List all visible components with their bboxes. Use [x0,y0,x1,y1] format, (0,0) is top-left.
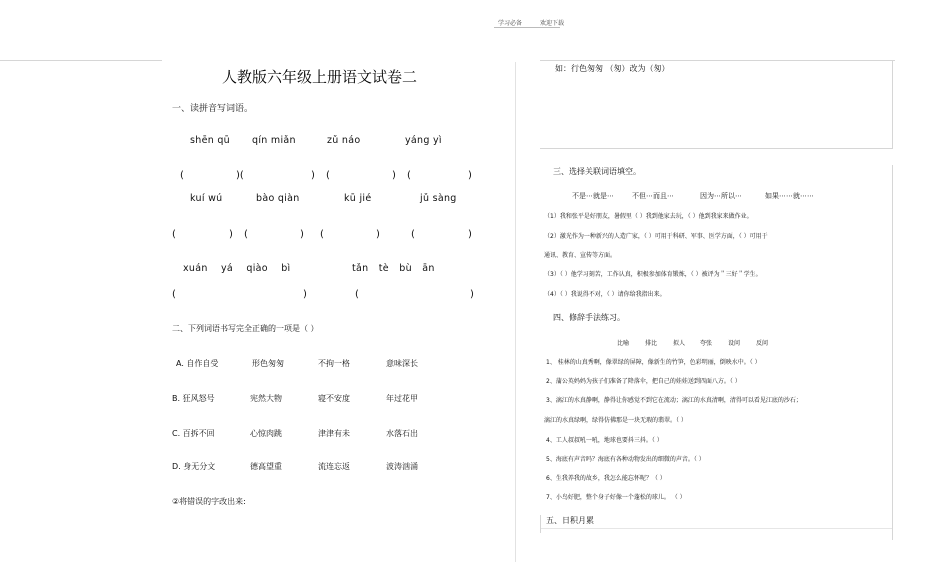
section4-item-2: 2、蒲公英妈妈为孩子们准备了降落伞，把自己的娃娃送到四面八方。（ ） [546,378,741,385]
section3-item-2-cont: 通讯、教育、宣传等方面。 [544,252,617,259]
section4-item-7: 7、小鸟好肥，整个身子好像一个蓬松的球儿。 （ ） [546,494,686,501]
option-a-word-3: 不拘一格 [318,359,350,368]
rhetoric-option-3: 拟人 [673,340,686,347]
conjunction-option-3: 因为⋯所以⋯ [700,192,742,200]
section4-item-6: 6、生我养我的故乡，我怎么能忘怀呢？（ ） [546,475,666,482]
option-d-word-3: 流连忘返 [318,462,350,471]
answer-blank-1-open4: ( [407,170,411,181]
right-panel-bottom [540,528,892,529]
page-divider-vertical [515,62,516,562]
answer-blank-2-close2: ) [300,229,304,240]
answer-blank-2-close1: ) [229,229,233,240]
header-underline [494,27,560,28]
answer-blank-1-close2: ) [311,170,315,181]
section3-item-3: （3）（ ）他学习刻苦，工作认真，积极参加体育锻炼，（ ）被评为＂三好＂学生。 [544,271,762,278]
conjunction-option-4: 如果⋯⋯就⋯⋯ [765,192,814,200]
rhetoric-option-6: 反问 [756,340,769,347]
section3-item-2: （2）激光作为一种新兴的人造广家，（ ）可用于科研、军事、医学方面，（ ）可用于 [544,233,768,240]
section2-heading: 二、下列词语书写完全正确的一项是（ ） [172,324,319,333]
section4-item-1: 1、 桂林的山真秀啊，像翠绿的屏障，像新生的竹笋，色彩明丽，倒映水中。（ ） [546,359,761,366]
answer-blank-1-open3: ( [326,170,330,181]
section4-item-4: 4、工人叔叔吼一吼，地球也要抖三抖。（ ） [546,437,663,444]
pinyin-2-1: kuí wú [190,193,223,204]
section4-item-5: 5、海底有声音吗？海底有各种动物发出的细微的声音。（ ） [546,456,705,463]
pinyin-1-1: shēn qū [190,135,231,146]
section4-item-3: 3、漓江的水真静啊，静得让你感觉不到它在流动；漓江的水真清啊，清得可以看见江底的沙石； [546,397,802,404]
pinyin-2-2: bào qiàn [256,193,300,204]
answer-blank-2-open2: ( [244,229,248,240]
pinyin-2-3: kū jié [344,193,372,204]
section3-item-1: （1）我和张平是好朋友，暑假里（ ）我到他家去玩，（ ）他到我家来做作业。 [544,213,753,220]
answer-blank-1-mid: )( [236,170,244,181]
right-panel-border [892,60,893,148]
option-d-word-1: D. 身无分文 [172,462,216,471]
option-c-word-3: 津津有未 [318,429,350,438]
answer-blank-2-close3: ) [376,229,380,240]
option-a-word-4: 意味深长 [386,359,418,368]
answer-blank-2-close4: ) [468,229,472,240]
option-b-word-4: 年过花甲 [386,394,418,403]
pinyin-3-1: xuán yá qiào bì [183,263,291,274]
option-b-word-1: B. 狂风怒号 [172,394,215,403]
pinyin-1-4: yáng yì [405,135,442,146]
right-panel-border-lower [892,165,893,540]
right-panel-left-tick [540,515,541,533]
answer-blank-3-close1: ) [303,289,307,300]
answer-blank-1-close3: ) [392,170,396,181]
pinyin-2-4: jǔ sàng [420,193,457,204]
rhetoric-option-4: 夸张 [700,340,713,347]
pinyin-3-2: tǎn tè bù ān [352,263,435,274]
option-c-word-1: C. 百拆不回 [172,429,215,438]
section4-heading: 四、修辞手法练习。 [553,313,625,322]
option-c-word-4: 水落石出 [386,429,418,438]
header-right-text: 欢迎下载 [540,20,565,27]
page-edge-top-left [0,60,162,61]
option-a-word-2: 形色匆匆 [252,359,284,368]
conjunction-option-1: 不是⋯就是⋯ [572,192,614,200]
answer-blank-2-open3: ( [320,229,324,240]
right-panel-divider [540,148,893,149]
answer-blank-3-close2: ) [470,289,474,300]
option-a-word-1: A. 自作自受 [176,359,219,368]
answer-blank-2-open4: ( [411,229,415,240]
section3-heading: 三、选择关联词语填空。 [553,167,641,176]
answer-blank-3-open2: ( [355,289,359,300]
page-edge-top-right [540,60,895,61]
option-d-word-2: 德高望重 [250,462,282,471]
rhetoric-option-2: 排比 [645,340,658,347]
option-b-word-2: 宪然大物 [250,394,282,403]
option-c-word-2: 心惊肉跳 [250,429,282,438]
rhetoric-option-1: 比喻 [617,340,630,347]
option-b-word-3: 寝不安度 [318,394,350,403]
answer-blank-1-open: ( [180,170,184,181]
answer-blank-3-open1: ( [172,289,176,300]
section5-heading: 五、日积月累 [546,516,594,525]
rhetoric-option-5: 设问 [728,340,741,347]
section1-heading: 一、读拼音写词语。 [172,104,254,114]
answer-blank-2-open1: ( [172,229,176,240]
pinyin-1-2: qín miǎn [252,135,296,146]
section3-item-4: （4）（ ）我说得不对，（ ）请你给我指出来。 [544,291,666,298]
header-left-text: 学习必备 [498,20,523,27]
answer-blank-1-close4: ) [468,170,472,181]
page-title: 人教版六年级上册语文试卷二 [222,68,418,86]
conjunction-option-2: 不但⋯而且⋯ [632,192,674,200]
section2-correction-note: ②将错误的字改出来: [172,497,246,506]
correction-example: 如：行色匆匆 （匆）改为（匆） [555,64,670,73]
pinyin-1-3: zǔ náo [327,135,361,146]
section4-item-3-cont: 漓江的水真绿啊，绿得仿佛那是一块无瑕的翡翠。（ ） [544,417,687,424]
option-d-word-4: 波涛汹涌 [386,462,418,471]
